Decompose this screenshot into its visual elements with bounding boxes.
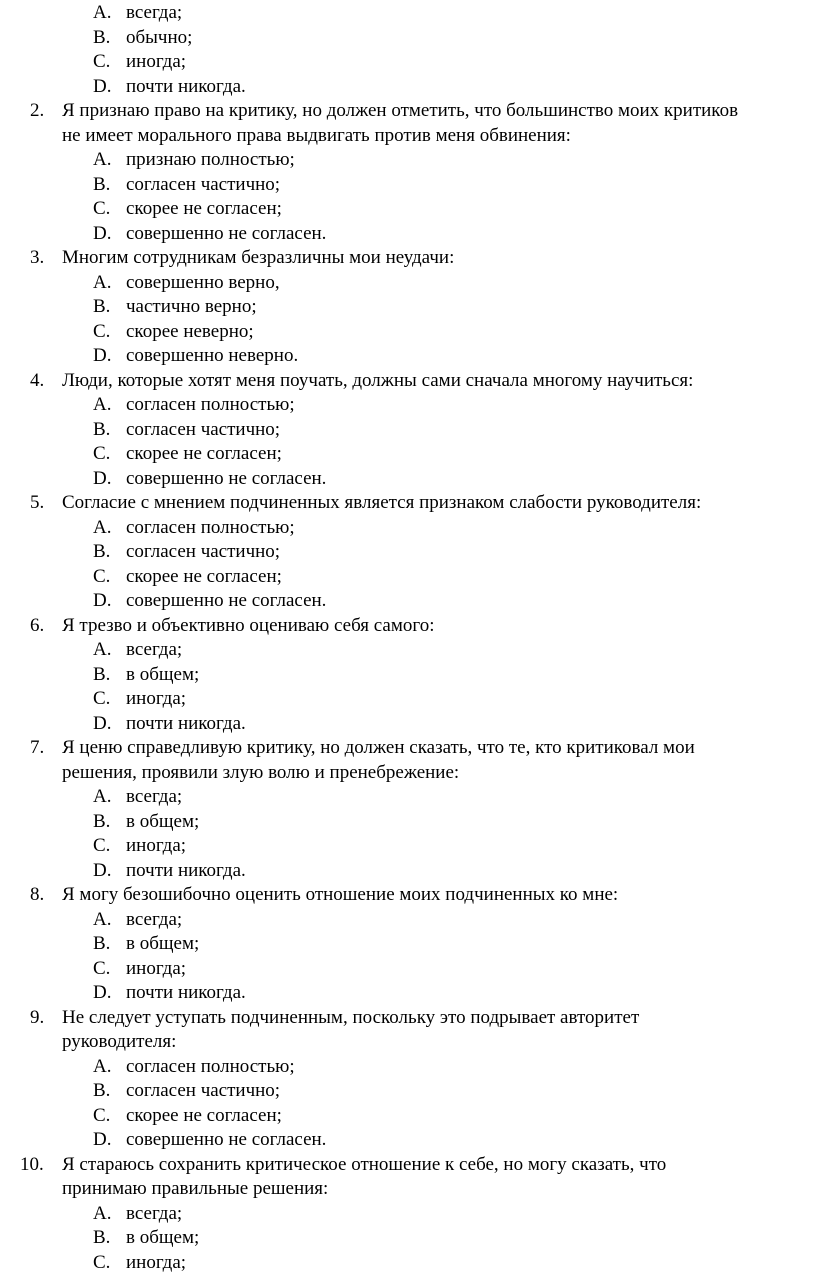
question-number: 7. [30,737,45,758]
question-number: 10. [20,1153,44,1175]
option-text: совершенно не согласен. [126,1129,327,1150]
option-text: согласен частично; [126,541,281,562]
option-letter: D. [93,1129,112,1150]
option-text: скорее не согласен; [126,443,282,464]
option-text: в общем; [126,1227,200,1248]
option-text: совершенно верно, [126,271,280,293]
option-letter: C. [93,835,111,856]
question-text: Я признаю право на критику, но должен отметить, что большинство моих критиков [62,100,739,121]
option-text: иногда; [126,51,187,72]
option-letter: C. [93,198,111,219]
option-text: всегда; [126,1202,183,1224]
option-letter: D. [93,75,112,97]
option-letter: A. [93,1055,112,1077]
option-letter: A. [93,394,112,415]
option-text: частично верно; [126,296,257,317]
option-text: согласен частично; [126,418,281,440]
option-letter: A. [93,786,112,807]
option-letter: C. [93,51,111,72]
option-text: всегда; [126,786,183,807]
option-letter: D. [93,712,112,734]
question-number: 8. [30,884,45,905]
option-letter: B. [93,810,111,832]
question-text: Я могу безошибочно оценить отношение моих подчиненных ко мне: [62,884,619,905]
option-text: согласен полностью; [126,394,295,415]
question-text: Согласие с мнением подчиненных является признаком слабости руководителя: [62,492,702,513]
option-text: согласен полностью; [126,1055,295,1077]
option-letter: A. [93,908,112,930]
option-letter: D. [93,345,112,366]
option-text: иногда; [126,835,187,856]
option-letter: D. [93,590,112,611]
option-letter: A. [93,2,112,23]
option-text: признаю полностью; [126,149,295,170]
option-text: совершенно не согласен. [126,467,327,489]
option-text: согласен полностью; [126,516,295,538]
option-letter: B. [93,296,111,317]
option-letter: B. [93,933,111,954]
question-number: 4. [30,369,45,391]
option-text: согласен частично; [126,173,281,195]
question-text: Я стараюсь сохранить критическое отношение к себе, но могу сказать, что [62,1153,667,1175]
option-text: обычно; [126,26,193,48]
question-text: Многим сотрудникам безразличны мои неудачи: [62,247,455,268]
question-text: руководителя: [62,1031,177,1052]
option-text: скорее не согласен; [126,1104,282,1126]
option-letter: D. [93,982,112,1003]
option-letter: A. [93,1202,112,1224]
option-letter: A. [93,639,112,660]
option-letter: B. [93,1227,111,1248]
option-letter: B. [93,541,111,562]
option-text: согласен частично; [126,1080,281,1101]
option-text: почти никогда. [126,982,246,1003]
option-text: совершенно не согласен. [126,222,327,244]
question-text: решения, проявили злую волю и пренебрежение: [62,761,460,783]
question-text: Не следует уступать подчиненным, поскольку это подрывает авторитет [62,1006,640,1028]
option-letter: C. [93,1104,111,1126]
option-letter: D. [93,859,112,881]
option-text: почти никогда. [126,712,246,734]
option-letter: A. [93,516,112,538]
option-letter: D. [93,467,112,489]
option-text: всегда; [126,908,183,930]
question-number: 3. [30,247,45,268]
question-number: 9. [30,1006,45,1028]
question-text: не имеет морального права выдвигать против меня обвинения: [62,124,571,146]
question-text: принимаю правильные решения: [62,1178,329,1199]
question-number: 5. [30,492,45,513]
option-letter: C. [93,320,111,342]
option-text: иногда; [126,957,187,979]
option-text: всегда; [126,2,183,23]
option-text: совершенно неверно. [126,345,299,366]
option-letter: C. [93,565,111,587]
option-text: в общем; [126,810,200,832]
option-text: почти никогда. [126,859,246,881]
option-text: скорее не согласен; [126,565,282,587]
option-letter: C. [93,443,111,464]
question-text: Я ценю справедливую критику, но должен сказать, что те, кто критиковал мои [62,737,695,758]
option-letter: A. [93,149,112,170]
option-letter: C. [93,688,111,709]
option-letter: D. [93,222,112,244]
option-text: почти никогда. [126,75,246,97]
option-letter: B. [93,26,111,48]
option-letter: B. [93,663,111,685]
question-text: Люди, которые хотят меня поучать, должны сами сначала многому научиться: [62,369,694,391]
question-text: Я трезво и объективно оцениваю себя самого: [62,614,435,636]
option-text: скорее не согласен; [126,198,282,219]
question-number: 2. [30,100,45,121]
option-text: совершенно не согласен. [126,590,327,611]
option-text: скорее неверно; [126,320,254,342]
option-text: иногда; [126,1251,187,1273]
option-letter: C. [93,957,111,979]
option-letter: A. [93,271,112,293]
option-letter: C. [93,1251,111,1273]
option-text: в общем; [126,663,200,685]
option-letter: B. [93,418,111,440]
option-text: всегда; [126,639,183,660]
option-letter: B. [93,1080,111,1101]
question-number: 6. [30,614,45,636]
option-text: в общем; [126,933,200,954]
option-text: иногда; [126,688,187,709]
option-letter: B. [93,173,111,195]
